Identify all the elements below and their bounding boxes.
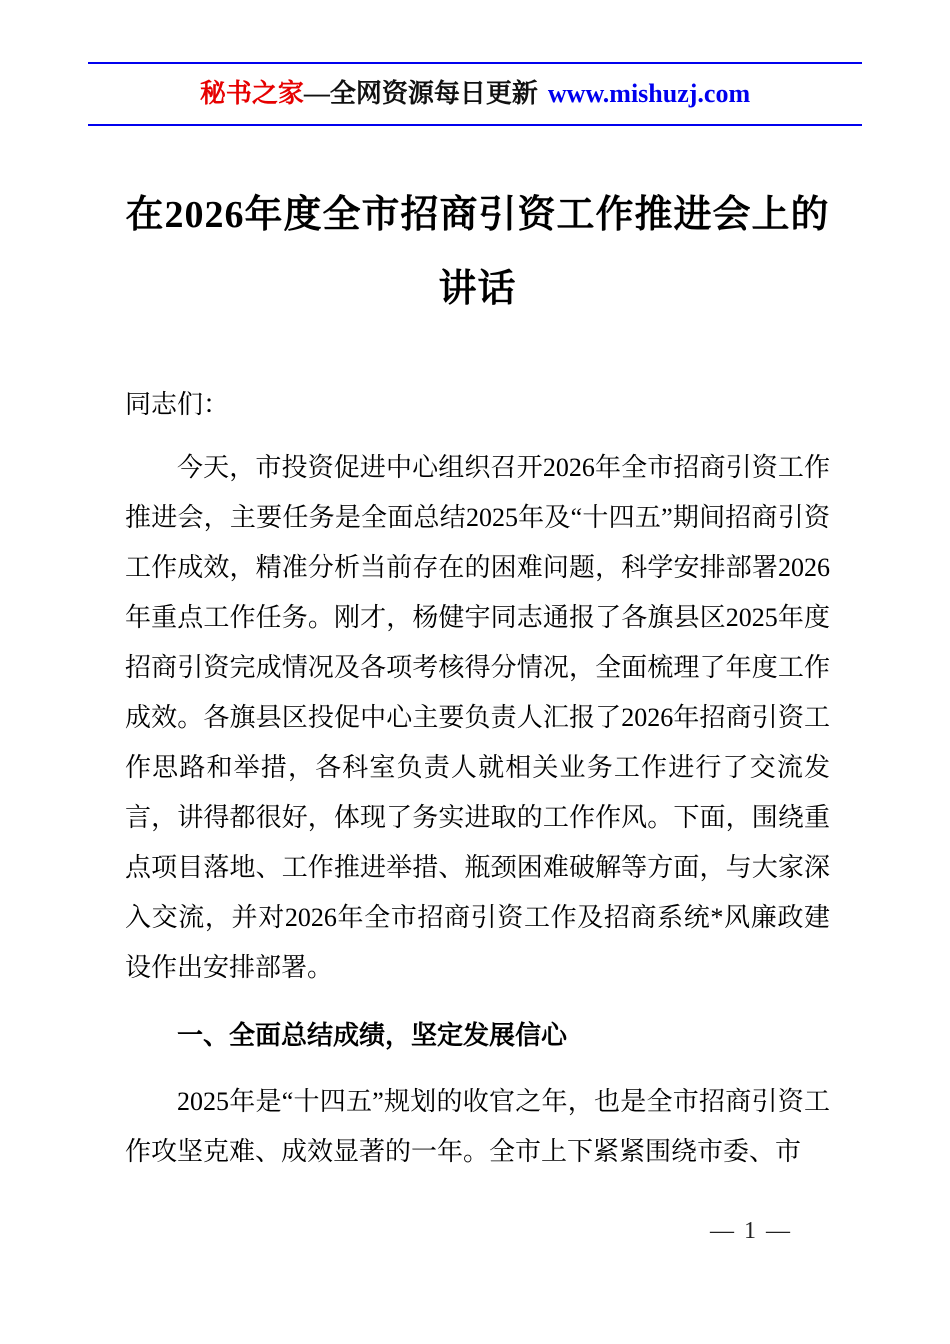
document-title-line-2: 讲话	[438, 268, 517, 310]
document-body	[125, 380, 830, 1177]
site-url-link[interactable]: www.mishuzj.com	[547, 79, 751, 108]
salutation: 同志们：	[125, 390, 230, 419]
document-title	[125, 178, 830, 326]
page-number: — 1 —	[710, 1218, 792, 1244]
page-footer	[710, 1218, 792, 1245]
paragraph-intro: 今天，市投资促进中心组织召开2026年全市招商引资工作推进会，主要任务是全面总结2025年及“十四五”期间招商引资工作成效，精准分析当前存在的困难问题，科学安排部署2026年重点工作任务。刚才，杨健宇同志通报了各旗县区2025年度招商引资完成情况及各项考核得分情况，全面梳理了年度工作成效。各旗县区投促中心主要负责人汇报了2026年招商引资工作思路和举措，各科室负责人就相关业务工作进行了交流发言，讲得都很好，体现了务实进取的工作作风。下面，围绕重点项目落地、工作推进举措、瓶颈困难破解等方面，与大家深入交流，并对2026年全市招商引资工作及招商系统*风廉政建设作出安排部署。	[125, 453, 830, 982]
site-tagline: —全网资源每日更新	[303, 79, 538, 108]
section-heading-1: 一、全面总结成绩，坚定发展信心	[177, 1021, 568, 1050]
site-header	[88, 62, 862, 126]
site-name: 秘书之家	[199, 79, 304, 108]
paragraph-section-1: 2025年是“十四五”规划的收官之年，也是全市招商引资工作攻坚克难、成效显著的一年。全市上下紧紧围绕市委、市	[125, 1087, 830, 1166]
document-title-line-1: 在2026年度全市招商引资工作推进会上的	[125, 194, 830, 236]
